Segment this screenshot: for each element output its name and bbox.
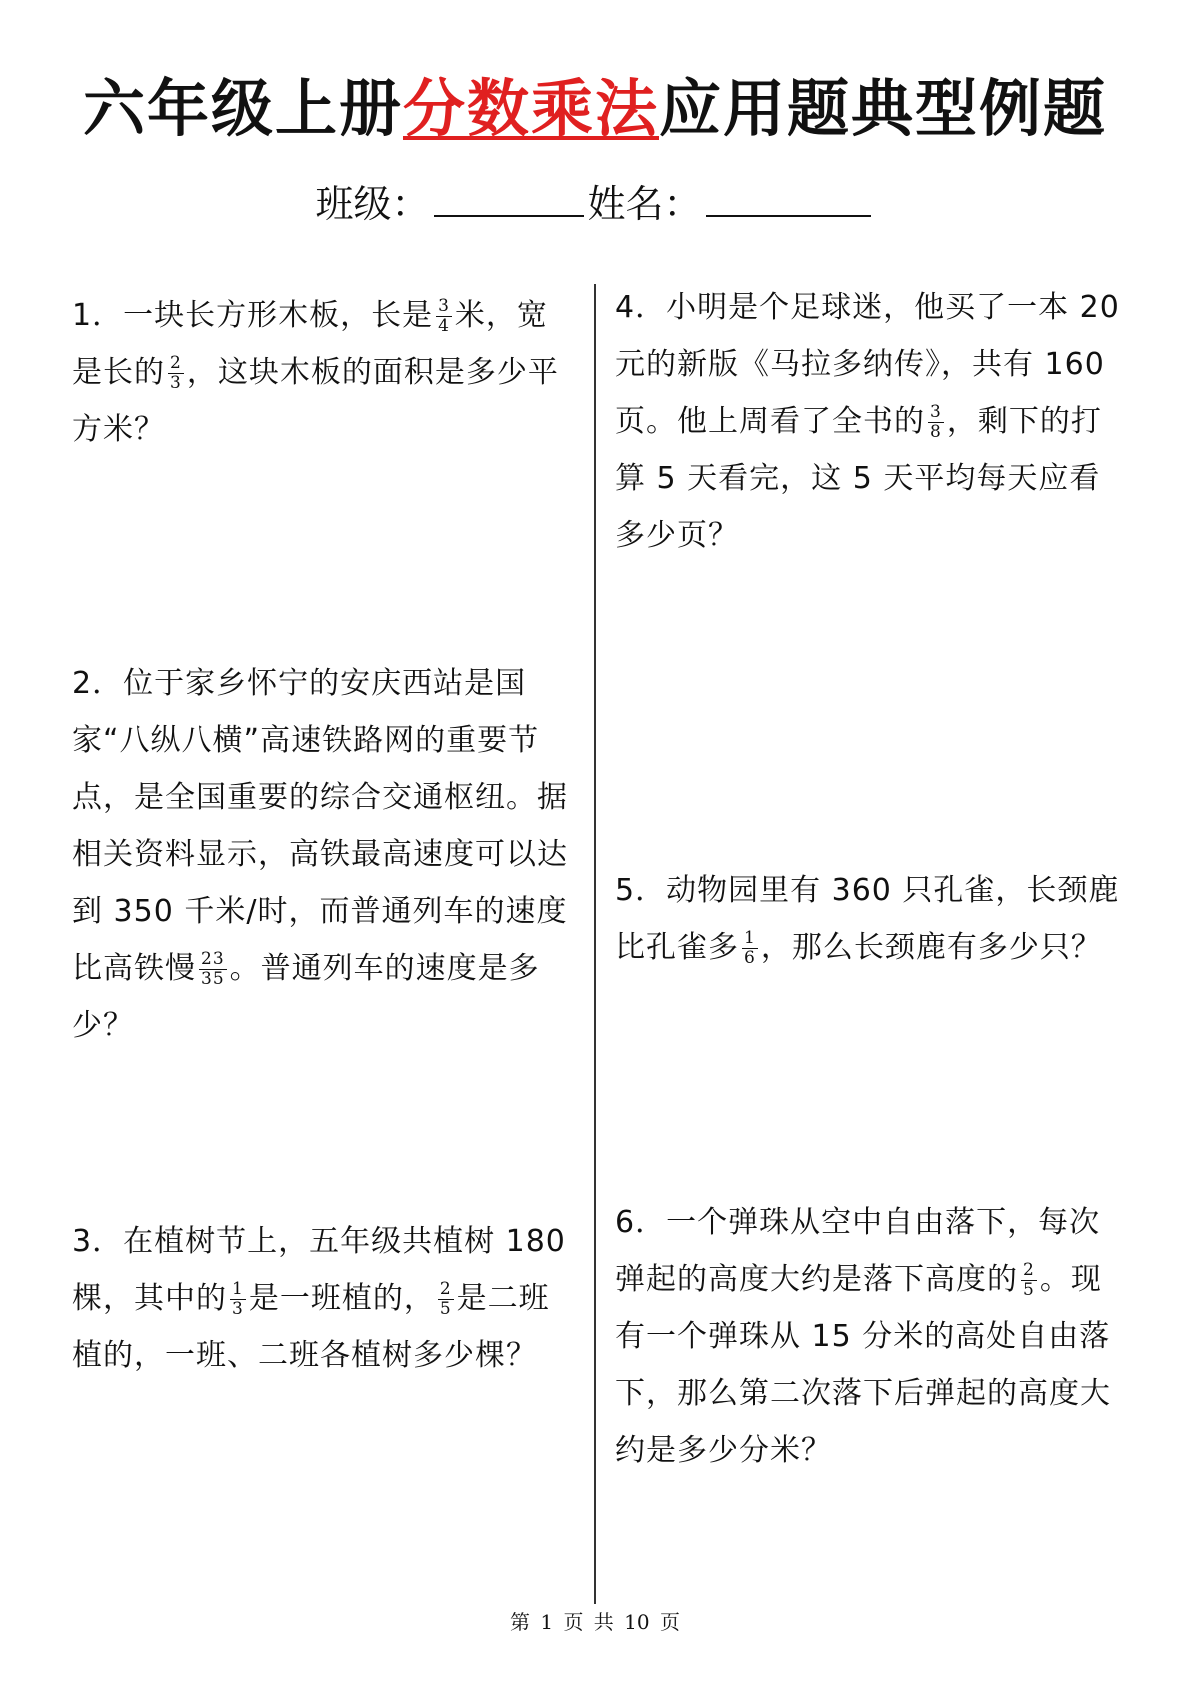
fraction (438, 1280, 454, 1319)
fraction (230, 1280, 246, 1319)
student-info (0, 182, 1190, 228)
column-divider (594, 284, 596, 1604)
fraction-denominator: 35 (201, 969, 225, 989)
class-label: 班级： (315, 182, 430, 226)
name-blank[interactable] (706, 215, 871, 217)
problem-text: 4．小明是个足球迷，他买了一本 20 元的新版《马拉多纳传》，共有 160 页。他上周看了全书的 (615, 290, 1120, 439)
fraction-numerator: 2 (439, 1279, 452, 1299)
fraction (168, 354, 184, 393)
fraction (742, 929, 758, 968)
problem-text: 米，宽是长的 (72, 298, 548, 390)
title-highlight: 分数乘法 (402, 72, 659, 145)
fraction (436, 297, 452, 336)
problem-text: ，这块木板的面积是多少平方米？ (72, 355, 559, 447)
fraction-numerator: 23 (201, 949, 225, 969)
problem-3 (72, 1213, 577, 1384)
fraction (1021, 1261, 1037, 1300)
fraction-numerator: 3 (438, 296, 450, 316)
fraction-denominator: 3 (170, 373, 182, 393)
fraction-numerator: 3 (930, 402, 942, 422)
problem-text: 。普通列车的速度是多少？ (72, 951, 540, 1043)
problem-text: 。现有一个弹珠从 15 分米的高处自由落下，那么第二次落下后弹起的高度大约是多少分米？ (615, 1262, 1111, 1468)
class-blank[interactable] (434, 215, 584, 217)
fraction-numerator: 2 (170, 353, 182, 373)
fraction (199, 950, 227, 989)
fraction-denominator: 5 (439, 1299, 452, 1319)
problem-6 (615, 1194, 1125, 1479)
fraction-numerator: 1 (232, 1279, 244, 1299)
problem-text: ，那么长颈鹿有多少只？ (760, 930, 1102, 965)
problem-5 (615, 862, 1125, 976)
title-prefix: 六年级上册 (82, 72, 403, 145)
problem-text: ，剩下的打算 5 天看完，这 5 天平均每天应看多少页？ (615, 404, 1102, 553)
fraction-denominator: 4 (438, 316, 450, 336)
title-suffix: 应用题典型例题 (659, 72, 1108, 145)
name-label: 姓名： (587, 182, 702, 226)
page-title (0, 72, 1190, 146)
problem-text: 是二班植的，一班、二班各植树多少棵？ (72, 1281, 550, 1373)
fraction-denominator: 8 (930, 422, 942, 442)
problem-text: 3．在植树节上，五年级共植树 180 棵，其中的 (72, 1224, 566, 1316)
problem-1 (72, 287, 577, 458)
fraction-numerator: 2 (1023, 1260, 1035, 1280)
fraction-denominator: 5 (1023, 1280, 1035, 1300)
problem-4 (615, 279, 1125, 564)
fraction-denominator: 6 (744, 948, 756, 968)
problem-text: 1．一块长方形木板，长是 (72, 298, 434, 333)
fraction-denominator: 3 (232, 1299, 244, 1319)
problem-text: 5．动物园里有 360 只孔雀，长颈鹿比孔雀多 (615, 873, 1120, 965)
problem-text: 6．一个弹珠从空中自由落下，每次弹起的高度大约是落下高度的 (615, 1205, 1101, 1297)
fraction (928, 403, 944, 442)
problem-2 (72, 655, 577, 1054)
problem-text: 是一班植的， (248, 1281, 435, 1316)
problem-text: 2．位于家乡怀宁的安庆西站是国家“八纵八横”高速铁路网的重要节点，是全国重要的综合交通枢纽。据相关资料显示，高铁最高速度可以达到 350 千米/时，而普通列车的速度比高铁慢 (72, 666, 568, 986)
page-footer: 第 1 页 共 10 页 (510, 1610, 680, 1634)
fraction-numerator: 1 (744, 928, 756, 948)
